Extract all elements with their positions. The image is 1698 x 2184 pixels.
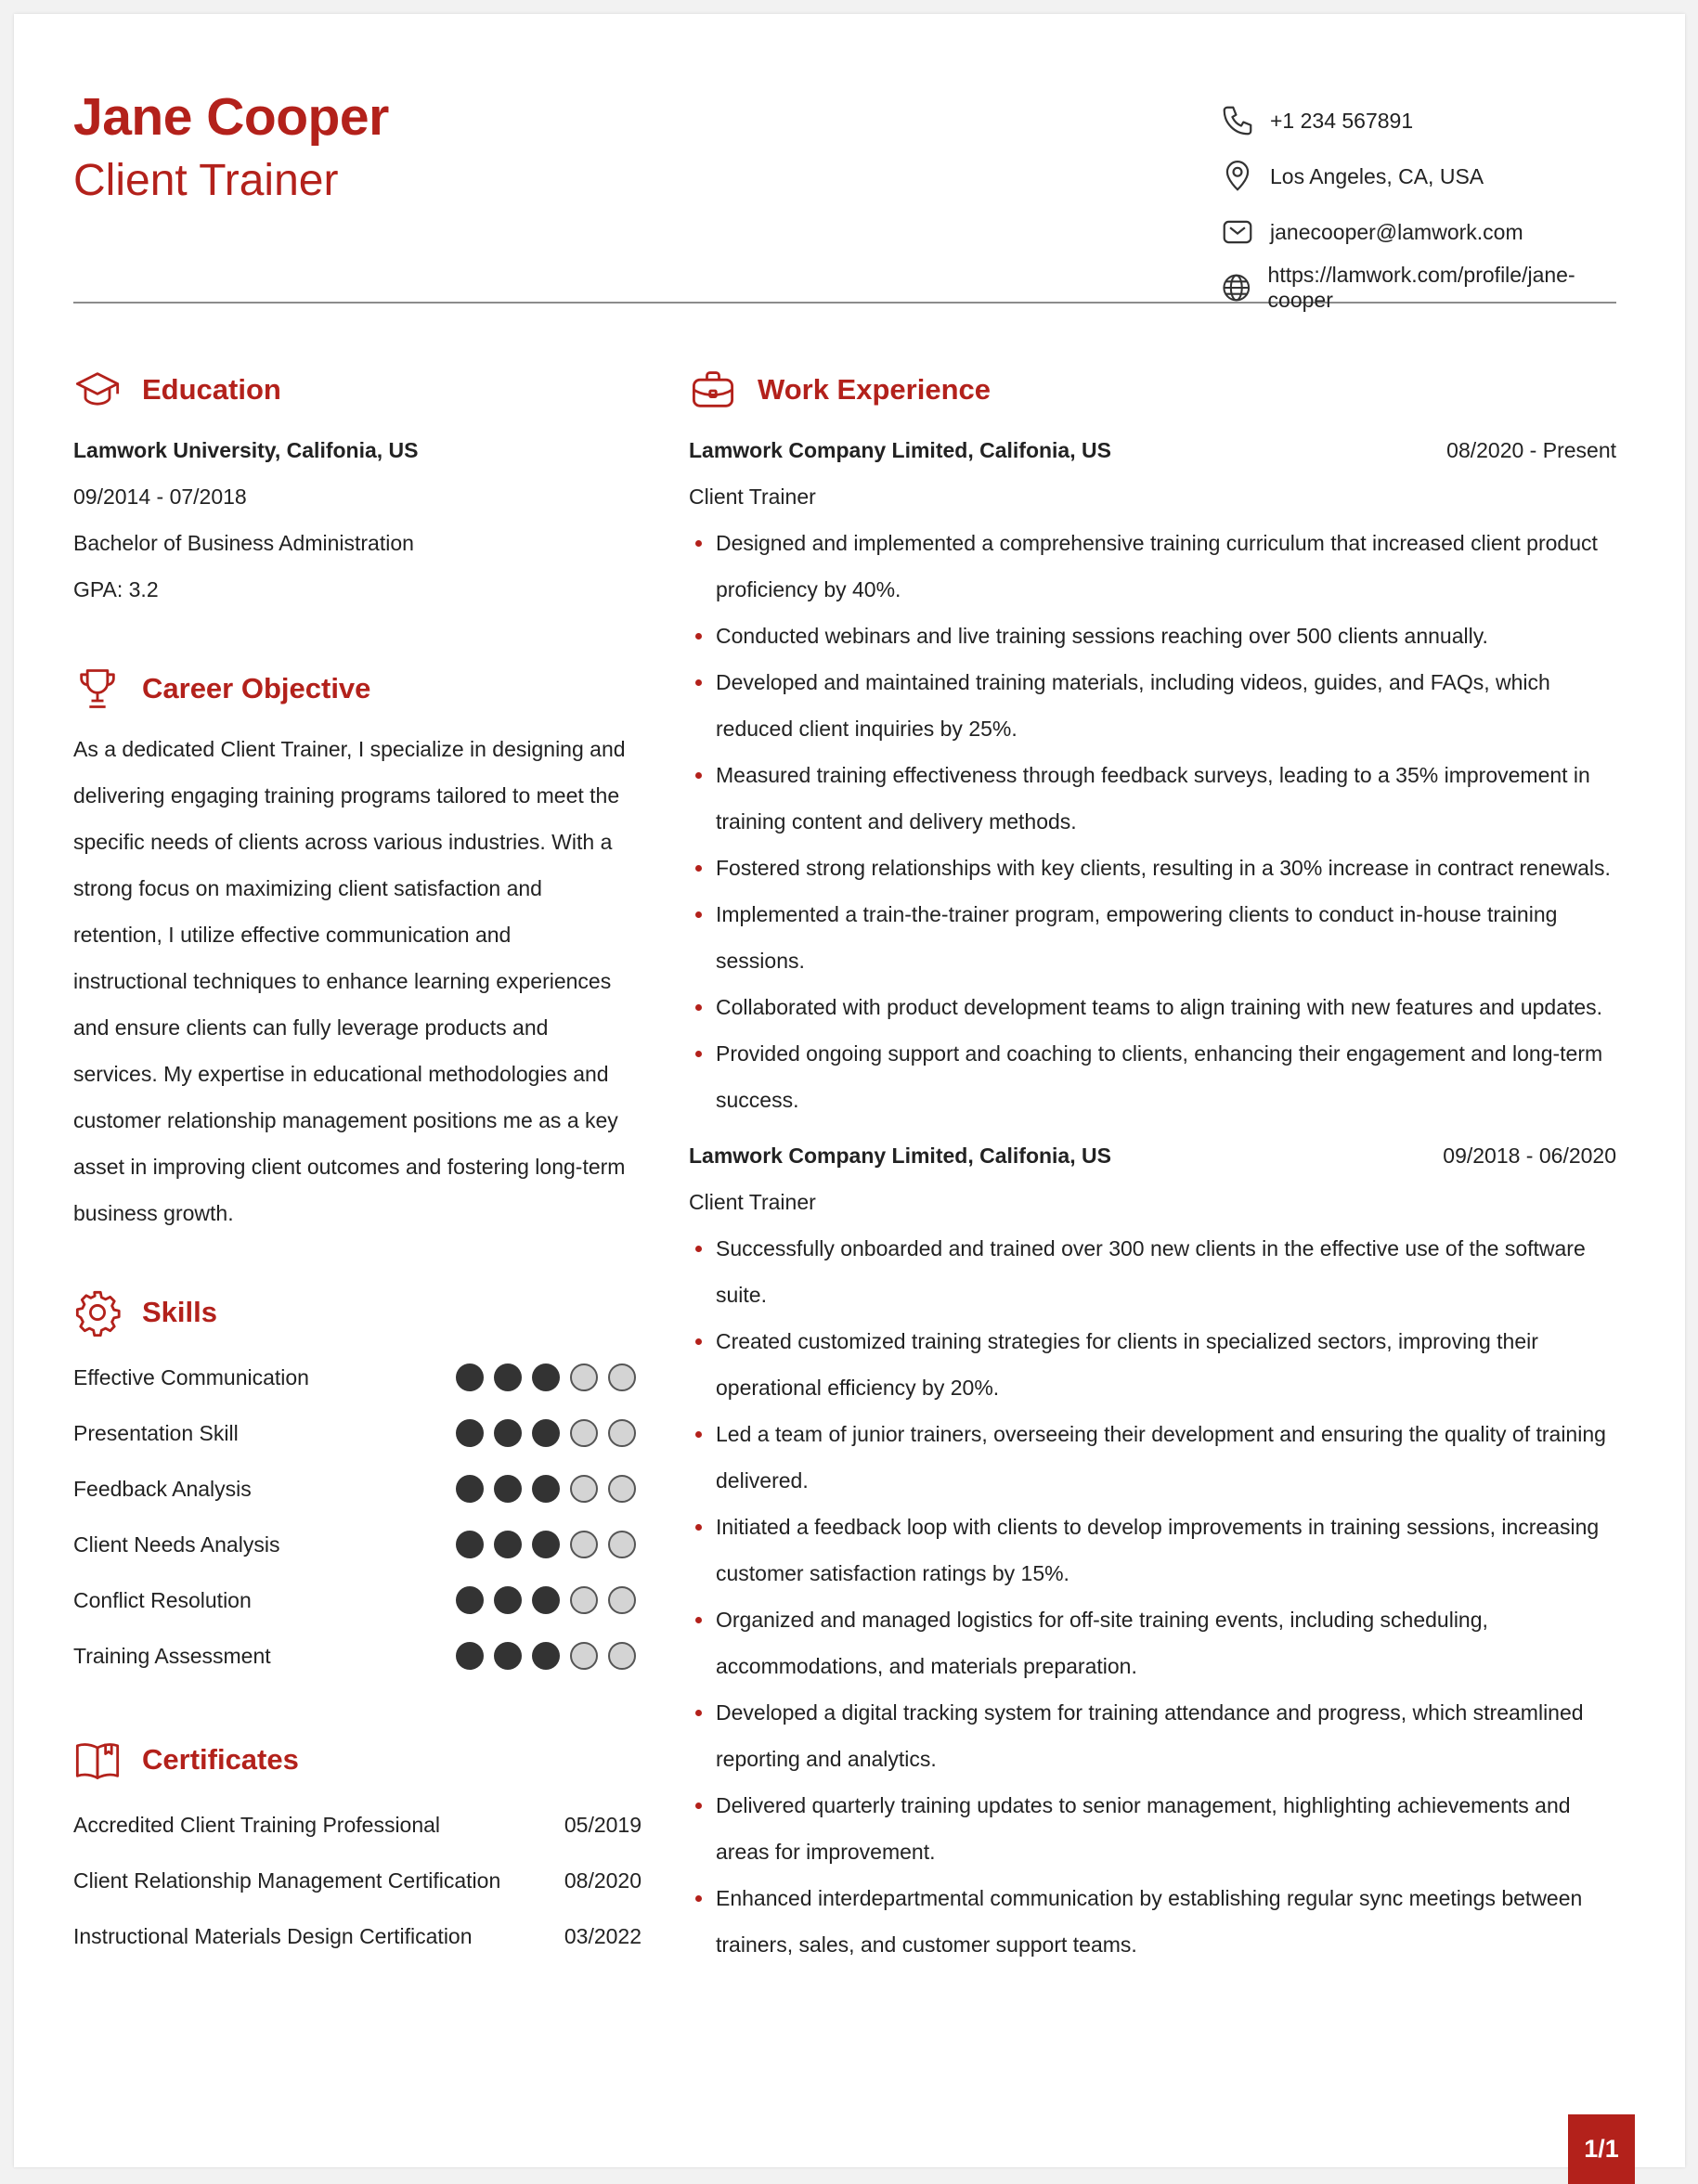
- certificates-heading: [73, 1732, 642, 1788]
- experience-heading: [689, 362, 1616, 418]
- skills-list: [73, 1350, 642, 1684]
- job-bullet: Provided ongoing support and coaching to clients, enhancing their engagement and long-term success.: [689, 1030, 1616, 1123]
- rating-dot-filled: [494, 1642, 522, 1670]
- skill-row: [73, 1350, 642, 1405]
- skill-name: Feedback Analysis: [73, 1476, 252, 1501]
- job-bullet: Initiated a feedback loop with clients to develop improvements in training sessions, increasing customer satisfaction ratings by 15%.: [689, 1504, 1616, 1596]
- contact-email: [1220, 204, 1616, 260]
- job-bullet: Developed and maintained training materials, including videos, guides, and FAQs, which reduced client inquiries by 25%.: [689, 659, 1616, 752]
- job-bullet: Led a team of junior trainers, overseeing their development and ensuring the quality of training delivered.: [689, 1411, 1616, 1504]
- rating-dot-filled: [456, 1586, 484, 1614]
- skills-heading: [73, 1285, 642, 1340]
- resume-header: [73, 79, 1616, 312]
- job-dates: 08/2020 - Present: [1446, 438, 1616, 462]
- rating-dot-empty: [570, 1419, 598, 1447]
- education-dates: 09/2014 - 07/2018: [73, 485, 247, 509]
- skill-name: Effective Communication: [73, 1364, 309, 1389]
- rating-dot-filled: [456, 1642, 484, 1670]
- education-gpa: GPA: 3.2: [73, 577, 159, 601]
- trophy-icon: [73, 665, 122, 713]
- section-gap: [73, 613, 642, 661]
- job-bullet: Designed and implemented a comprehensive training curriculum that increased client product proficiency by 40%.: [689, 520, 1616, 613]
- rating-dot-empty: [570, 1586, 598, 1614]
- resume-content: [73, 79, 1616, 1957]
- rating-dot-filled: [532, 1531, 560, 1558]
- candidate-role: Client Trainer: [73, 156, 339, 205]
- job-bullet: Measured training effectiveness through feedback surveys, leading to a 35% improvement in training content and delivery methods.: [689, 752, 1616, 845]
- job-bullet: Conducted webinars and live training sessions reaching over 500 clients annually.: [689, 613, 1616, 659]
- job-header: [689, 427, 1616, 473]
- certificates-section: [73, 1732, 642, 1964]
- job-entry: [689, 1132, 1616, 1968]
- job-bullets: [689, 520, 1616, 1123]
- skill-row: [73, 1405, 642, 1461]
- certificates-title: Certificates: [142, 1743, 299, 1776]
- certificate-date: 03/2022: [564, 1923, 642, 1948]
- rating-dot-filled: [494, 1363, 522, 1391]
- graduation-cap-icon: [73, 366, 122, 414]
- job-bullet: Fostered strong relationships with key clients, resulting in a 30% increase in contract renewals.: [689, 845, 1616, 891]
- objective-section: [73, 661, 642, 1236]
- skill-rating: [456, 1642, 636, 1670]
- phone-icon: [1220, 103, 1255, 138]
- job-bullet: Organized and managed logistics for off-site training events, including scheduling, accommodations, and materials preparation.: [689, 1596, 1616, 1689]
- experience-title: Work Experience: [758, 373, 991, 406]
- certificate-date: 08/2020: [564, 1867, 642, 1893]
- rating-dot-filled: [532, 1363, 560, 1391]
- section-gap: [73, 1236, 642, 1285]
- rating-dot-filled: [532, 1642, 560, 1670]
- gear-icon: [73, 1288, 122, 1337]
- certificate-name: Client Relationship Management Certification: [73, 1867, 501, 1893]
- job-company: Lamwork Company Limited, Califonia, US: [689, 1144, 1111, 1168]
- left-column: [73, 362, 642, 1964]
- skills-section: [73, 1285, 642, 1684]
- section-gap: [73, 1684, 642, 1732]
- job-position: Client Trainer: [689, 1190, 816, 1214]
- location-pin-icon: [1220, 159, 1255, 194]
- rating-dot-filled: [494, 1419, 522, 1447]
- skill-rating: [456, 1586, 636, 1614]
- education-degree: Bachelor of Business Administration: [73, 531, 414, 555]
- certificate-row: [73, 1908, 642, 1964]
- job-bullet: Created customized training strategies for clients in specialized sectors, improving their operational efficiency by 20%.: [689, 1318, 1616, 1411]
- rating-dot-filled: [456, 1531, 484, 1558]
- skill-row: [73, 1628, 642, 1684]
- certificate-list: [73, 1797, 642, 1964]
- rating-dot-empty: [608, 1586, 636, 1614]
- job-bullet: Delivered quarterly training updates to senior management, highlighting achievements and areas for improvement.: [689, 1782, 1616, 1875]
- rating-dot-empty: [608, 1531, 636, 1558]
- skill-row: [73, 1572, 642, 1628]
- certificate-row: [73, 1797, 642, 1853]
- rating-dot-filled: [494, 1586, 522, 1614]
- job-bullet: Enhanced interdepartmental communication by establishing regular sync meetings between trainers, sales, and customer support teams.: [689, 1875, 1616, 1968]
- rating-dot-filled: [456, 1419, 484, 1447]
- rating-dot-filled: [456, 1363, 484, 1391]
- skill-row: [73, 1517, 642, 1572]
- rating-dot-empty: [570, 1642, 598, 1670]
- skill-row: [73, 1461, 642, 1517]
- resume-page: [14, 14, 1685, 2167]
- rating-dot-filled: [494, 1475, 522, 1503]
- rating-dot-empty: [608, 1419, 636, 1447]
- job-bullet: Collaborated with product development teams to align training with new features and updates.: [689, 984, 1616, 1030]
- rating-dot-filled: [532, 1419, 560, 1447]
- job-position: Client Trainer: [689, 485, 816, 509]
- briefcase-icon: [689, 366, 737, 414]
- job-dates: 09/2018 - 06/2020: [1443, 1144, 1616, 1168]
- rating-dot-empty: [570, 1475, 598, 1503]
- education-heading: [73, 362, 642, 418]
- open-book-icon: [73, 1736, 122, 1784]
- rating-dot-empty: [608, 1363, 636, 1391]
- objective-text: As a dedicated Client Trainer, I specialize in designing and delivering engaging training programs tailored to meet the specific needs of clients across various industries. With a strong focus on maximizing client satisfaction and retention, I utilize effective communication and instructional techniques to enhance learning experiences and ensure clients can fully leverage products and services. My expertise in educational methodologies and customer relationship management positions me as a key asset in improving client outcomes and fostering long-term business growth.: [73, 737, 626, 1225]
- skill-rating: [456, 1475, 636, 1503]
- certificate-name: Accredited Client Training Professional: [73, 1812, 441, 1837]
- job-bullet: Implemented a train-the-trainer program, empowering clients to conduct in-house training sessions.: [689, 891, 1616, 984]
- skill-name: Conflict Resolution: [73, 1587, 252, 1612]
- skill-name: Training Assessment: [73, 1643, 271, 1668]
- certificate-row: [73, 1853, 642, 1908]
- contact-location: [1220, 149, 1616, 204]
- page-indicator: 1/1: [1568, 2114, 1635, 2184]
- education-section: [73, 362, 642, 613]
- objective-title: Career Objective: [142, 672, 371, 704]
- skills-title: Skills: [142, 1296, 217, 1328]
- candidate-name: Jane Cooper: [73, 87, 389, 147]
- skill-name: Client Needs Analysis: [73, 1531, 280, 1557]
- rating-dot-filled: [532, 1475, 560, 1503]
- contact-location-text: Los Angeles, CA, USA: [1270, 163, 1484, 188]
- skill-rating: [456, 1531, 636, 1558]
- rating-dot-filled: [456, 1475, 484, 1503]
- job-bullets: [689, 1225, 1616, 1968]
- rating-dot-empty: [608, 1475, 636, 1503]
- rating-dot-empty: [570, 1363, 598, 1391]
- job-company: Lamwork Company Limited, Califonia, US: [689, 438, 1111, 462]
- contact-list: [1220, 93, 1616, 316]
- skill-rating: [456, 1363, 636, 1391]
- right-column: [689, 362, 1616, 1968]
- contact-website: [1220, 260, 1616, 316]
- job-header: [689, 1132, 1616, 1179]
- education-title: Education: [142, 373, 281, 406]
- rating-dot-filled: [532, 1586, 560, 1614]
- globe-icon: [1220, 270, 1253, 305]
- skill-name: Presentation Skill: [73, 1420, 239, 1445]
- rating-dot-filled: [494, 1531, 522, 1558]
- contact-phone-text: +1 234 567891: [1270, 108, 1414, 133]
- objective-heading: [73, 661, 642, 717]
- job-bullet: Successfully onboarded and trained over 300 new clients in the effective use of the software suite.: [689, 1225, 1616, 1318]
- rating-dot-empty: [608, 1642, 636, 1670]
- job-bullet: Developed a digital tracking system for training attendance and progress, which streamlined reporting and analytics.: [689, 1689, 1616, 1782]
- contact-email-text: janecooper@lamwork.com: [1270, 219, 1523, 244]
- education-school: Lamwork University, Califonia, US: [73, 438, 419, 462]
- job-list: [689, 427, 1616, 1968]
- skill-rating: [456, 1419, 636, 1447]
- certificate-name: Instructional Materials Design Certification: [73, 1923, 473, 1948]
- envelope-icon: [1220, 214, 1255, 250]
- job-entry: [689, 427, 1616, 1123]
- rating-dot-empty: [570, 1531, 598, 1558]
- contact-website-text: https://lamwork.com/profile/jane-cooper: [1267, 263, 1575, 312]
- certificate-date: 05/2019: [564, 1812, 642, 1837]
- job-gap: [689, 1123, 1616, 1132]
- contact-phone: [1220, 93, 1616, 149]
